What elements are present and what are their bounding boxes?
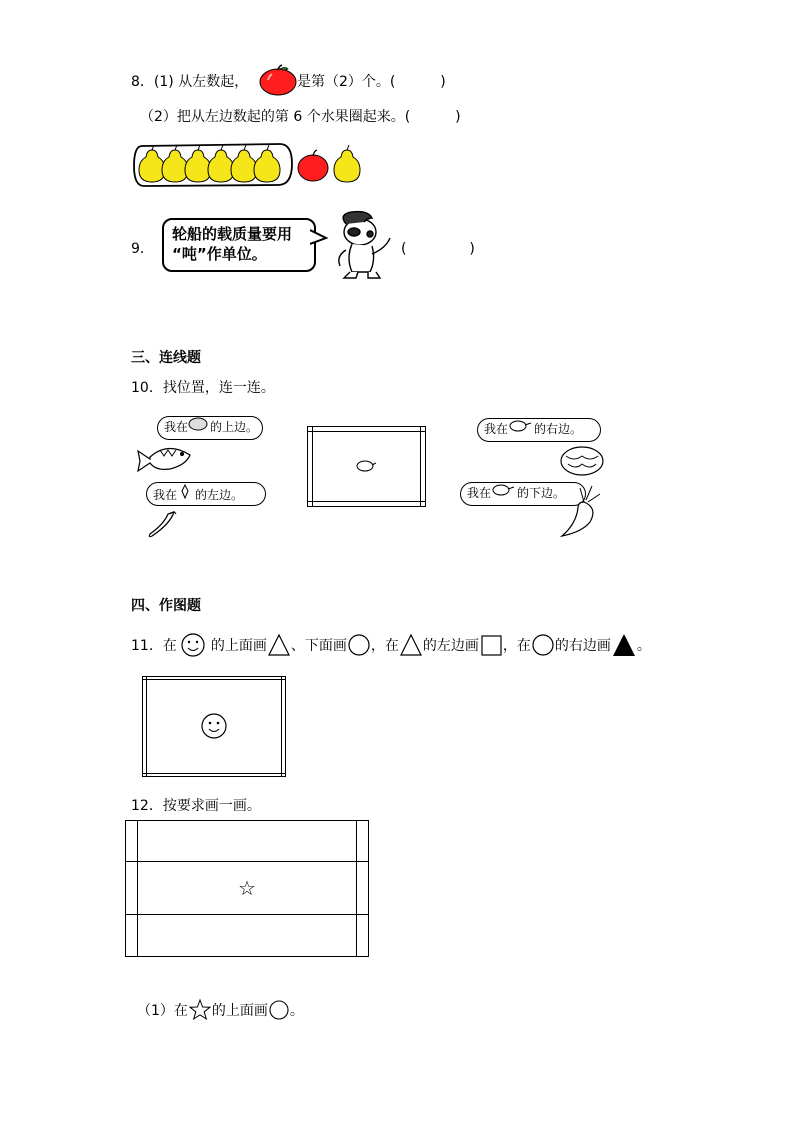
star-icon: ☆ (238, 876, 256, 900)
grid-cell[interactable] (357, 915, 369, 957)
q12-prompt: 12．按要求画一画。 (131, 798, 261, 814)
grid-cell[interactable] (281, 680, 285, 774)
pear-icon (334, 145, 360, 182)
apple-icon (298, 150, 328, 181)
q10-bubble-bottom-left (146, 482, 266, 506)
fish-icon (136, 440, 194, 474)
grid-cell[interactable] (137, 862, 357, 915)
apple-icon (258, 64, 298, 96)
q12-sub1 (137, 998, 304, 1022)
triangle-outline-icon (267, 632, 291, 658)
dog-icon (330, 210, 400, 285)
grid-cell[interactable] (420, 502, 425, 507)
circle-outline-icon (347, 632, 371, 658)
q11-instruction (131, 632, 651, 658)
q10-bubble2-text-a: 我在 (153, 488, 178, 502)
q12-sub1-text-c: 。 (289, 1003, 304, 1019)
q10-bubble-top-left (157, 416, 263, 440)
q9-paren-open: ( (401, 241, 407, 257)
q11-text-3: 、下面画 (290, 638, 347, 654)
q10-bubble4-text-a: 我在 (467, 486, 492, 500)
q8-part1-prefix: 8．(1) 从左数起， (131, 74, 249, 90)
circle-outline-icon (531, 632, 555, 658)
q9-bubble-line2: “吨”作单位。 (172, 245, 267, 263)
q11-text-5: 的左边画 (422, 638, 479, 654)
eggplant-icon (491, 483, 517, 502)
q11-text-7: 的右边画 (554, 638, 611, 654)
grid-cell[interactable] (126, 915, 138, 957)
radish-icon (558, 484, 604, 540)
q10-bubble2-text-b: 的左边。 (195, 488, 244, 502)
triangle-outline-icon (399, 632, 423, 658)
q12-sub1-text-b: 的上面画 (211, 1003, 268, 1019)
eggplant-icon (356, 459, 376, 473)
q12-drawing-grid (125, 820, 369, 957)
section4-title: 四、作图题 (131, 598, 201, 614)
smiley-icon (179, 632, 209, 658)
grid-cell[interactable] (147, 773, 281, 776)
pear-icon (139, 150, 280, 182)
fruit-row (130, 138, 370, 192)
q8-part1-suffix: 是第（2）个。( (297, 74, 396, 90)
radish-icon (177, 483, 195, 504)
star-outline-icon (188, 998, 212, 1022)
q11-text-2: 的上面画 (210, 638, 267, 654)
q10-bubble3-text-b: 的右边。 (534, 422, 583, 436)
q9-answer (401, 239, 475, 259)
q8-part2-close: ) (455, 109, 461, 125)
q10-bubble1-text-b: 的上边。 (210, 420, 259, 434)
pepper-icon (146, 508, 180, 540)
grid-cell[interactable] (420, 431, 425, 502)
bubble-tail (310, 228, 330, 248)
q9-bubble-line1: 轮船的载质量要用 (172, 225, 293, 243)
q8-part1-close: ) (440, 74, 446, 90)
cabbage-icon (188, 417, 210, 436)
grid-cell[interactable] (357, 821, 369, 862)
q10-bubble4-text-b: 的下边。 (517, 486, 566, 500)
q8-part2 (140, 107, 461, 127)
triangle-filled-icon (611, 632, 637, 658)
q8-part1 (131, 72, 248, 92)
q8-part2-text: （2）把从左边数起的第 6 个水果圈起来。( (140, 109, 411, 125)
grid-cell[interactable] (126, 862, 138, 915)
grid-cell[interactable] (147, 680, 281, 774)
grid-cell[interactable] (313, 431, 421, 502)
square-outline-icon (479, 632, 503, 658)
eggplant-icon (508, 419, 534, 438)
smiley-icon (199, 712, 229, 740)
q10-bubble1-text-a: 我在 (164, 420, 189, 434)
q8-part1-rest (297, 72, 446, 92)
grid-cell[interactable] (313, 502, 421, 507)
q12-sub1-text-a: （1）在 (137, 1003, 188, 1019)
q11-drawing-grid (142, 676, 286, 777)
q9-paren-close: ) (469, 241, 475, 257)
grid-cell[interactable] (281, 773, 285, 776)
q11-text-8: 。 (636, 638, 651, 654)
q9-speech-bubble (162, 218, 316, 272)
section3-title: 三、连线题 (131, 350, 201, 366)
q10-bubble3-text-a: 我在 (484, 422, 509, 436)
grid-cell[interactable] (357, 862, 369, 915)
q11-text-4: ，在 (370, 638, 399, 654)
cabbage-icon (558, 444, 606, 478)
circle-outline-icon (268, 999, 290, 1021)
grid-cell[interactable] (137, 821, 357, 862)
q9-number: 9． (131, 241, 154, 257)
q10-position-grid (307, 426, 426, 507)
q10-bubble-top-right (477, 418, 601, 442)
grid-cell[interactable] (137, 915, 357, 957)
grid-cell[interactable] (126, 821, 138, 862)
q11-text-6: ，在 (502, 638, 531, 654)
q11-text-1: 11．在 (131, 638, 177, 654)
q10-prompt: 10．找位置，连一连。 (131, 380, 275, 396)
